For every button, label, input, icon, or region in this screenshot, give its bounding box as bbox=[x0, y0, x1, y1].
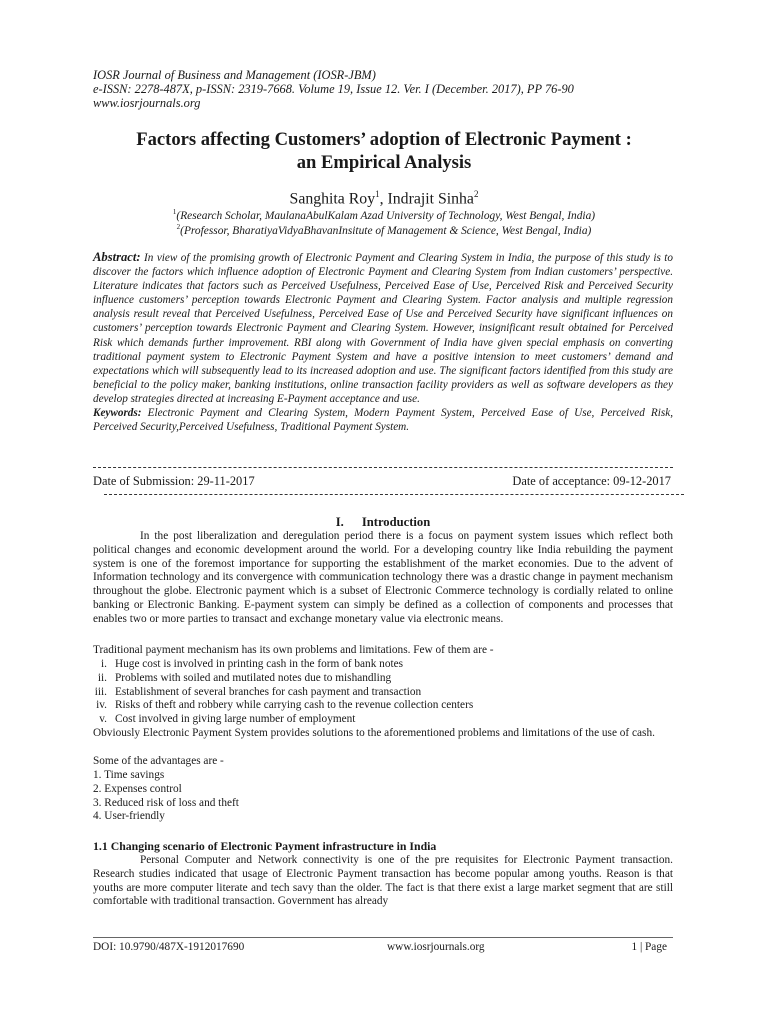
advantages-intro: Some of the advantages are - bbox=[93, 755, 224, 767]
author-2: Indrajit Sinha bbox=[387, 190, 474, 208]
footer-rule bbox=[93, 937, 673, 938]
list-item: 1. Time savings bbox=[93, 769, 165, 781]
affiliation-2 bbox=[60, 221, 708, 238]
subsection-heading: 1.1 Changing scenario of Electronic Payment infrastructure in India bbox=[93, 839, 437, 853]
list-item: 3. Reduced risk of loss and theft bbox=[93, 796, 239, 809]
affiliation-2-text: (Professor, BharatiyaVidyaBhavanInsitute of Management & Science, West Bengal, India) bbox=[180, 224, 592, 237]
problems-list bbox=[93, 658, 673, 727]
footer-page-number: 1 | Page bbox=[631, 941, 667, 953]
affiliation-1-sup: 1 bbox=[172, 208, 177, 216]
advantages-list bbox=[93, 769, 673, 824]
paper-title-line-1: Factors affecting Customers’ adoption of Electronic Payment : bbox=[136, 129, 632, 150]
list-item: iii. Establishment of several branches for cash payment and transaction bbox=[94, 685, 422, 698]
abstract-label: Abstract: bbox=[93, 250, 141, 264]
abstract-text: In view of the promising growth of Electronic Payment and Clearing System in India, the purpose of this study is to discover the factors which influence adoption of Electronic Payment and Clearing System from Indian customers’ perspective. Literature indicates that factors such as Perceived Usefulness, Perceived Ease of Use, Perceived Risk and Perceived Security influence customers’ perception towards Electronic Payment and Clearing System. Factor analysis and multiple regression analysis result reveal that Perceived Usefulness, Perceived Ease of Use and Perceived Security have significant influences on customers’ perception towards Electronic Payment and Clearing System. However, insignificant result obtained for Perceived Risk which demands further improvement. RBI along with Government of India have given special emphasis on converting traditional payment system to Electronic Payment System and have a positive intension to meet customers’ demand and expectations which will subsequently lead to its increased adoption and use. The significant factors identified from this study are beneficial to the policy maker, banking institutions, online transaction facility providers as well as software developers as they develop strategies directed at increasing E-Payment acceptance and use. bbox=[93, 252, 673, 405]
acceptance-date: Date of acceptance: 09-12-2017 bbox=[512, 474, 671, 488]
list-item: 4. User-friendly bbox=[93, 810, 165, 823]
author-1-sup: 1 bbox=[375, 189, 380, 199]
intro-paragraph-1: In the post liberalization and deregulation period there is a focus on payment system issues which reflect both political changes and economic development around the world. For a developing country like India rebuilding the payment system is one of the foremost importance for supporting the establishment of the market economies. Due to the advent of Information technology and its convergence with communication technology there was a drastic change in payment mechanism throughout the globe. Electronic payment which is a subset of Electronic Commerce technology is cordially related to online banking or Electronic Banking. E-payment system can simply be defined as a collection of components and processes that enables two or more parties to transact and exchange monetary value via electronic means. bbox=[93, 530, 673, 625]
section-title: Introduction bbox=[361, 515, 431, 529]
section-heading-introduction bbox=[93, 514, 673, 530]
journal-url: www.iosrjournals.org bbox=[93, 96, 201, 111]
paper-title-line-2: an Empirical Analysis bbox=[296, 152, 472, 173]
dates-row bbox=[93, 473, 673, 489]
keywords-label: Keywords: bbox=[93, 407, 142, 420]
journal-name: IOSR Journal of Business and Management (IOSR-JBM) bbox=[93, 68, 376, 82]
affiliation-1-text: (Research Scholar, MaulanaAbulKalam Azad University of Technology, West Bengal, India) bbox=[176, 209, 596, 222]
dashed-divider-bottom bbox=[104, 494, 684, 495]
abstract-paragraph bbox=[93, 250, 673, 406]
author-list bbox=[60, 185, 708, 208]
list-item: iv. Risks of theft and robbery while carrying cash to the revenue collection centers bbox=[96, 699, 474, 712]
submission-date: Date of Submission: 29-11-2017 bbox=[93, 474, 255, 488]
journal-issn: e-ISSN: 2278-487X, p-ISSN: 2319-7668. Volume 19, Issue 12. Ver. I (December. 2017), PP 76-90 bbox=[93, 82, 574, 97]
keywords-text: Electronic Payment and Clearing System, Modern Payment System, Perceived Ease of Use, Perceived Risk, Perceived Security,Perceived Usefulness, Traditional Payment System. bbox=[93, 407, 673, 434]
author-2-sup: 2 bbox=[473, 189, 479, 199]
footer-doi: DOI: 10.9790/487X-1912017690 bbox=[93, 941, 245, 953]
list-item: 2. Expenses control bbox=[93, 782, 182, 795]
author-1: Sanghita Roy bbox=[289, 190, 376, 208]
subsection-paragraph: Personal Computer and Network connectivity is one of the pre requisites for Electronic Payment transaction. Research studies indicated that usage of Electronic Payment transaction has become popular among youths. Reason is that youths are more computer literate and tech savy than the older. The fact is that there exist a large market segment that are still comfortable with traditional transaction. Government has already bbox=[93, 854, 673, 908]
dashed-divider-top bbox=[93, 467, 673, 468]
abstract-block bbox=[93, 250, 673, 434]
section-number: I. bbox=[335, 515, 344, 529]
obviously-paragraph: Obviously Electronic Payment System provides solutions to the aforementioned problems and limitations of the use of cash. bbox=[93, 727, 655, 739]
author-separator: , bbox=[379, 190, 388, 208]
keywords-paragraph bbox=[93, 406, 673, 434]
page-footer bbox=[93, 940, 673, 954]
journal-header bbox=[93, 68, 693, 111]
list-item: ii. Problems with soiled and mutilated notes due to mishandling bbox=[97, 671, 392, 684]
footer-site: www.iosrjournals.org bbox=[387, 941, 485, 953]
traditional-problems-intro: Traditional payment mechanism has its own problems and limitations. Few of them are - bbox=[93, 644, 494, 656]
paper-title bbox=[60, 128, 708, 174]
affiliation-2-sup: 2 bbox=[176, 223, 181, 231]
list-item: i. Huge cost is involved in printing cash in the form of bank notes bbox=[101, 658, 404, 670]
list-item: v. Cost involved in giving large number of employment bbox=[99, 713, 356, 726]
